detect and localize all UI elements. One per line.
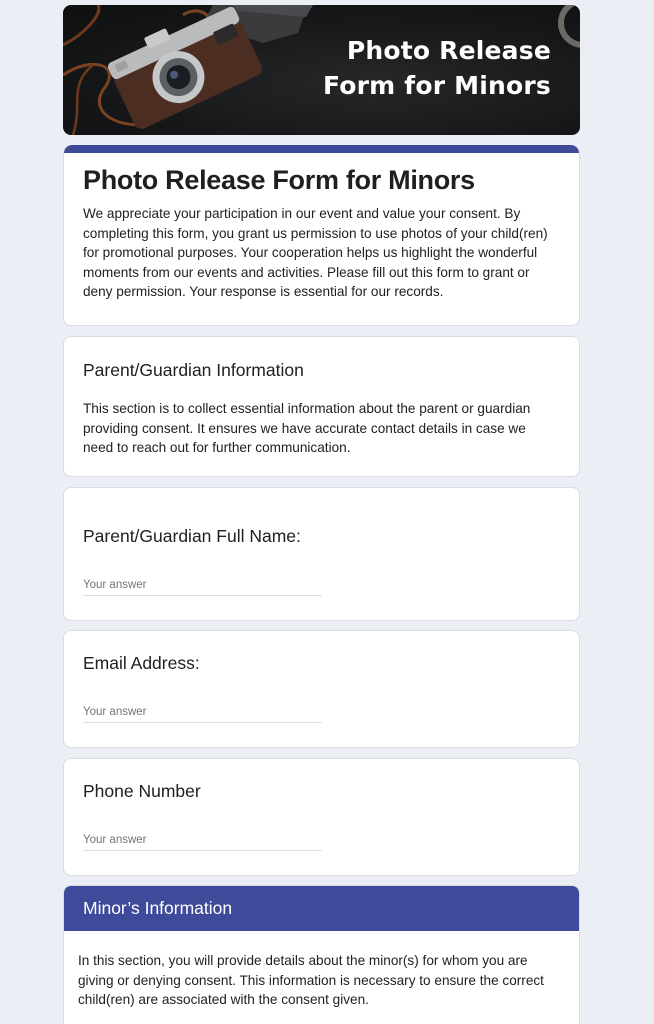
section-description: In this section, you will provide details about the minor(s) for whom you are giving or denying consent. This information is necessary to ensure the correct child(ren) are associated with the consent given. [78,953,544,1008]
guardian-name-input[interactable] [83,574,322,596]
section-minor-info [63,885,580,1024]
question-guardian-name [63,487,580,621]
question-label: Email Address: [83,653,200,673]
banner-title-line-2: Form for Minors [322,71,551,100]
question-label: Phone Number [83,781,201,801]
accent-bar [64,145,579,153]
question-label: Parent/Guardian Full Name: [83,526,301,546]
question-phone [63,758,580,876]
section-header: Minor’s Information [64,886,579,931]
question-email [63,630,580,748]
form-title: Photo Release Form for Minors [83,165,475,195]
banner-title [323,33,551,103]
form-title-card [63,145,580,326]
banner-title-line-1: Photo Release [346,36,551,65]
section-title: Parent/Guardian Information [83,360,304,380]
section-guardian-info [63,336,580,477]
phone-input[interactable] [83,829,322,851]
email-input[interactable] [83,701,322,723]
section-description: This section is to collect essential information about the parent or guardian providing consent. It ensures we have accurate contact details in case we need to reach out for further communication. [83,401,531,456]
header-banner [63,5,580,135]
form-description: We appreciate your participation in our event and value your consent. By completing this form, you grant us permission to use photos of your child(ren) for promotional purposes. Your cooperation helps us highlight the wonderful moments from our events and activities. Please fill out this form to grant or deny permission. Your response is essential for our records. [83,206,548,300]
